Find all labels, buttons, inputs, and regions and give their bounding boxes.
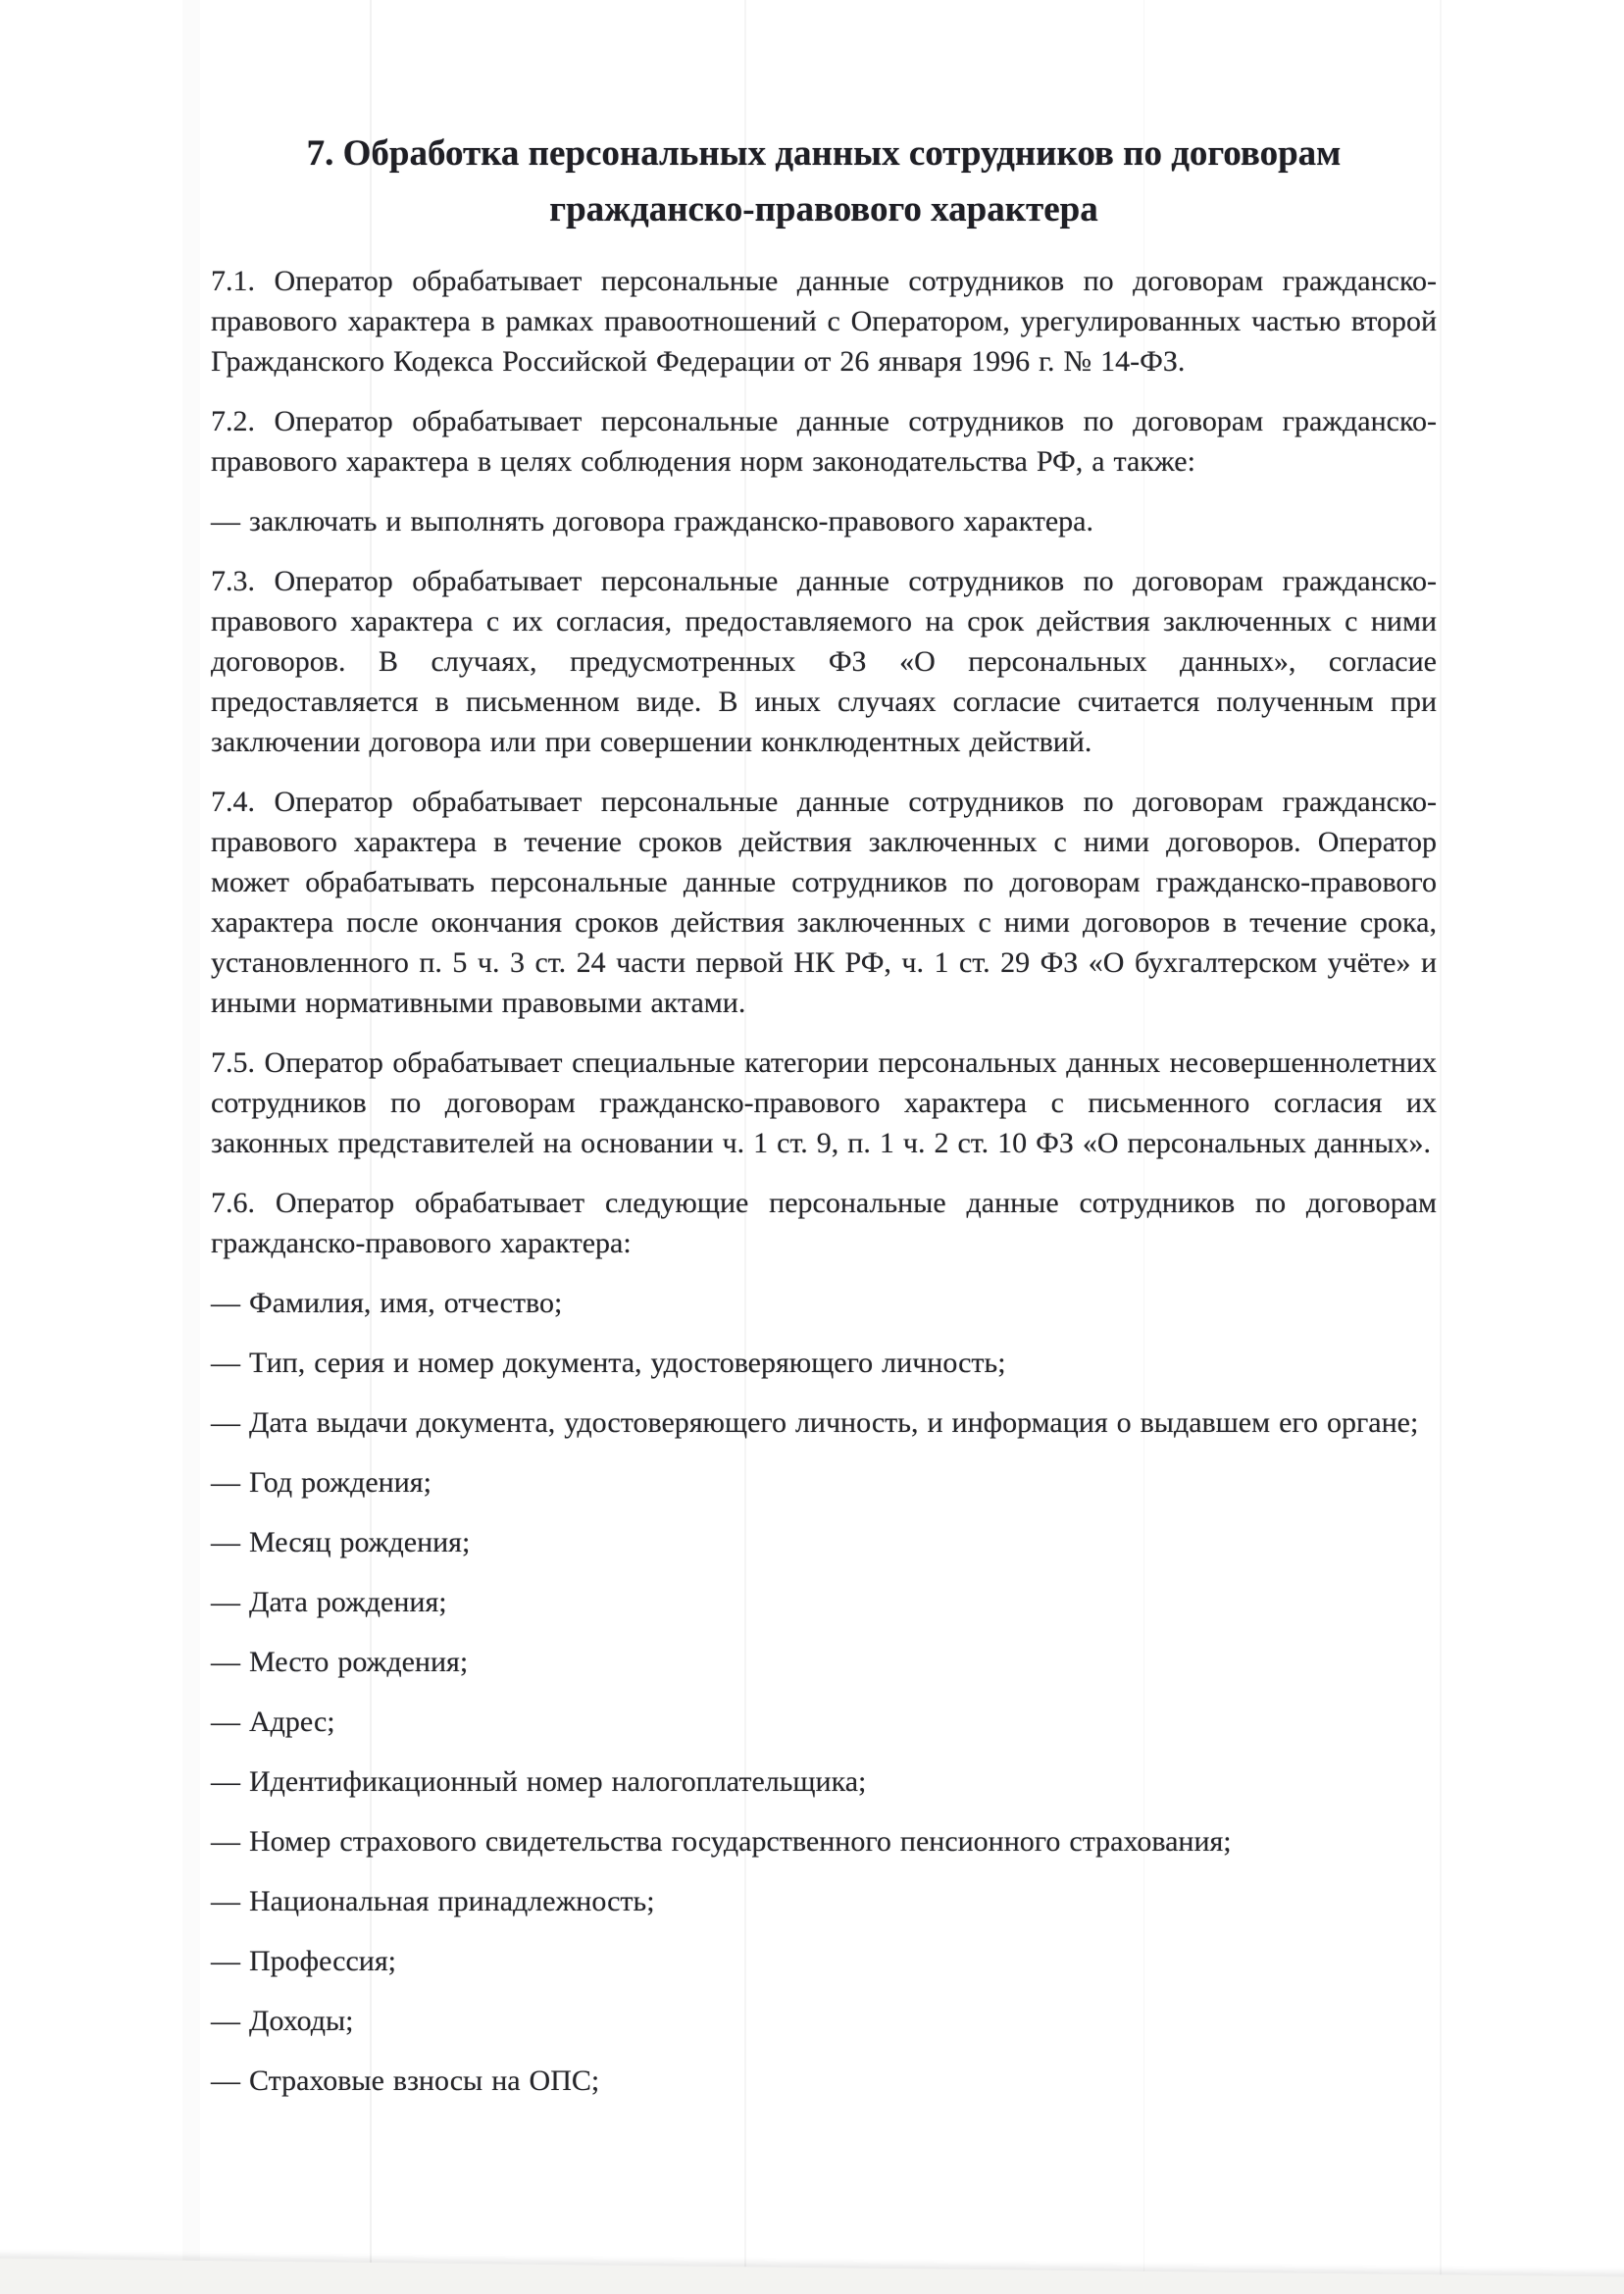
paragraph-7-5: 7.5. Оператор обрабатывает специальные категории персональных данных несовершеннолетних сотрудников по договорам гражданско-правового характера с письменного согласия их законных представителей на основании ч. 1 ст. 9, п. 1 ч. 2 ст. 10 ФЗ «О персональных данных». xyxy=(211,1046,1437,1159)
list-item-birth-place: — Место рождения; xyxy=(211,1646,469,1678)
paragraph-7-2: 7.2. Оператор обрабатывает персональные данные сотрудников по договорам гражданско-правового характера в целях соблюдения норм законодательства РФ, а также: xyxy=(211,405,1437,478)
list-item-income: — Доходы; xyxy=(211,2005,354,2037)
list-item-profession: — Профессия; xyxy=(211,1945,396,1977)
list-item-ops-contributions: — Страховые взносы на ОПС; xyxy=(211,2065,600,2097)
section-title-line-2: гражданско-правового характера xyxy=(549,189,1098,229)
section-title-line-1: 7. Обработка персональных данных сотрудников по договорам xyxy=(306,133,1342,174)
section-title xyxy=(211,126,1437,237)
scan-streak xyxy=(182,0,200,2294)
list-item-birth-month: — Месяц рождения; xyxy=(211,1526,471,1558)
list-item-full-name: — Фамилия, имя, отчество; xyxy=(211,1287,563,1319)
page-bottom-edge-shadow xyxy=(0,2258,1624,2294)
paragraph-7-4: 7.4. Оператор обрабатывает персональные данные сотрудников по договорам гражданско-правового характера в течение сроков действия заключенных с ними договоров. Оператор может обрабатывать персональные данные сотрудников по договорам гражданско-правового характера после окончания сроков действия заключенных с ними договоров в течение срока, установленного п. 5 ч. 3 ст. 24 части первой НК РФ, ч. 1 ст. 29 ФЗ «О бухгалтерском учёте» и иными нормативными правовыми актами. xyxy=(211,786,1437,1019)
list-item-nationality: — Национальная принадлежность; xyxy=(211,1885,655,1917)
list-item-pension-insurance-number: — Номер страхового свидетельства государственного пенсионного страхования; xyxy=(211,1825,1232,1858)
list-item-address: — Адрес; xyxy=(211,1706,335,1738)
list-item-birth-date: — Дата рождения; xyxy=(211,1586,447,1618)
paragraph-7-6: 7.6. Оператор обрабатывает следующие персональные данные сотрудников по договорам гражданско-правового характера: xyxy=(211,1187,1437,1259)
list-item-id-document: — Тип, серия и номер документа, удостоверяющего личность; xyxy=(211,1347,1006,1379)
scan-streak xyxy=(1440,0,1442,2294)
list-item-id-issue-info: — Дата выдачи документа, удостоверяющего личность, и информация о выдавшем его органе; xyxy=(211,1406,1419,1439)
list-item-conclude-contracts: — заключать и выполнять договора гражданско-правового характера. xyxy=(211,505,1093,537)
document-body xyxy=(211,261,1437,2101)
list-item-birth-year: — Год рождения; xyxy=(211,1466,431,1499)
paragraph-7-1: 7.1. Оператор обрабатывает персональные данные сотрудников по договорам гражданско-правового характера в рамках правоотношений с Оператором, урегулированных частью второй Гражданского Кодекса Российской Федерации от 26 января 1996 г. № 14-ФЗ. xyxy=(211,265,1437,378)
paragraph-7-3: 7.3. Оператор обрабатывает персональные данные сотрудников по договорам гражданско-правового характера с их согласия, предоставляемого на срок действия заключенных с ними договоров. В случаях, предусмотренных ФЗ «О персональных данных», согласие предоставляется в письменном виде. В иных случаях согласие считается полученным при заключении договора или при совершении конклюдентных действий. xyxy=(211,565,1437,758)
list-item-taxpayer-number: — Идентификационный номер налогоплательщика; xyxy=(211,1765,867,1798)
document-content xyxy=(211,0,1437,2120)
